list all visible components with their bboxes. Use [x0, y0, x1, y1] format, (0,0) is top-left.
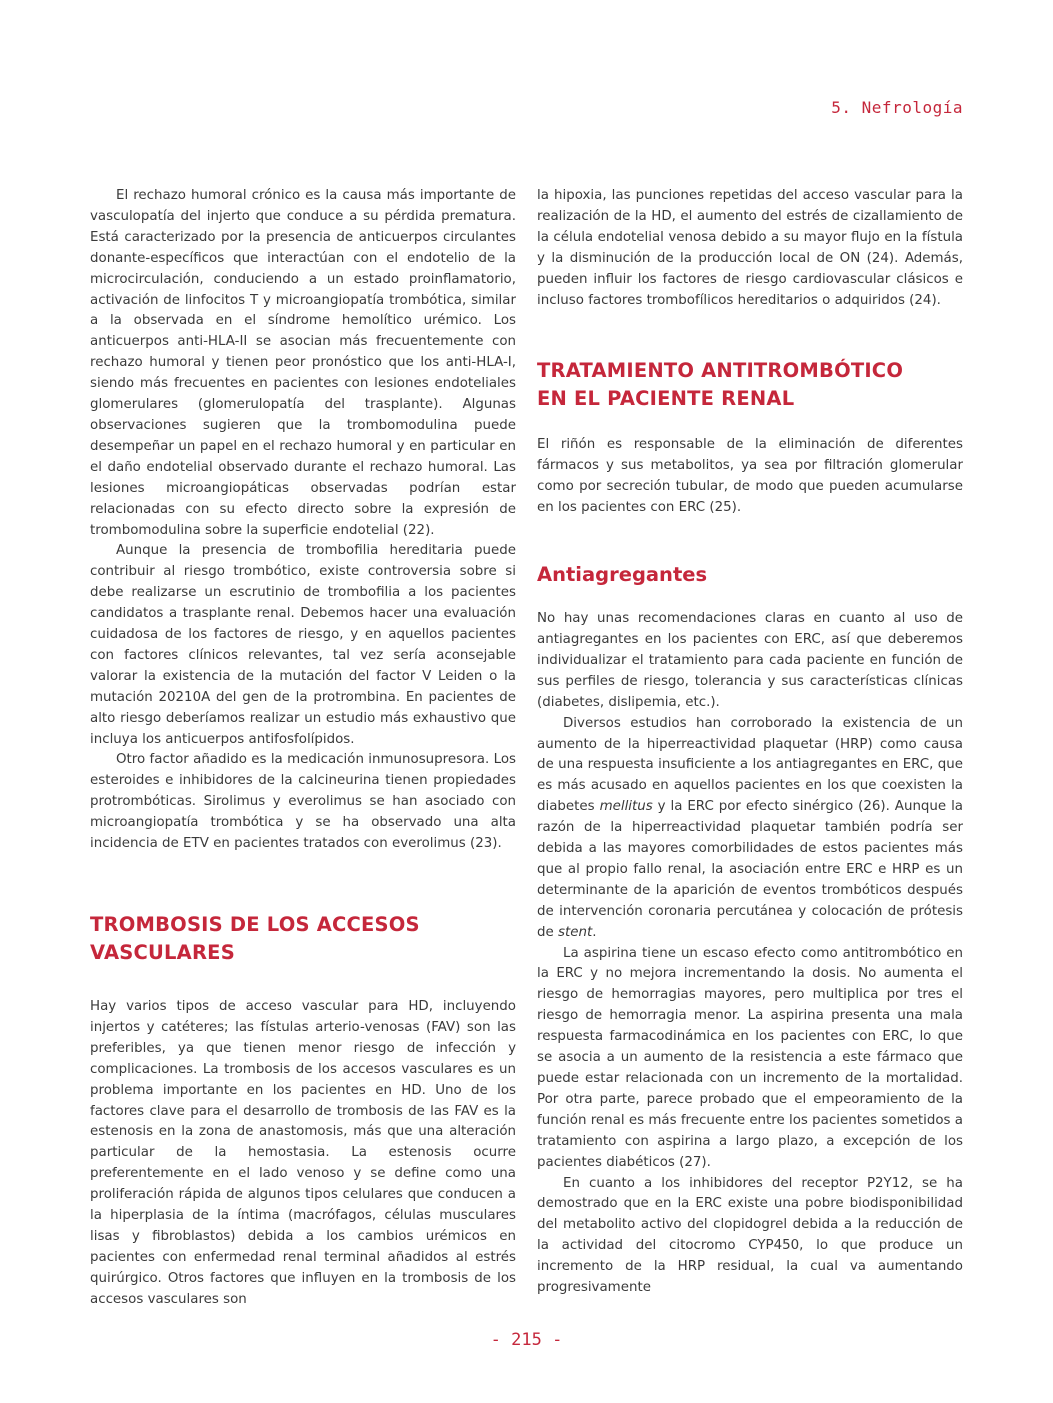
paragraph-recommendations: No hay unas recomendaciones claras en cuanto al uso de antiagregantes en los pacientes con ERC, así que deberemos individualizar el tratamiento para cada paciente en función de sus perfiles de riesgo, tolerancia y sus características clínicas (diabetes, dislipemia, etc.).	[537, 611, 963, 710]
page-number: - 215 -	[490, 1330, 563, 1350]
emphasis-stent: stent	[558, 924, 593, 940]
left-column	[90, 186, 516, 1311]
paragraph-hrp	[537, 714, 963, 944]
heading-antiagregantes: Antiagregantes	[537, 563, 708, 587]
right-column	[537, 186, 963, 1299]
heading-vascular-access-thrombosis	[90, 911, 516, 967]
emphasis-mellitus: mellitus	[599, 799, 653, 815]
text-run: .	[592, 924, 597, 940]
paragraph-chronic-rejection: El rechazo humoral crónico es la causa más importante de vasculopatía del injerto que conduce a su pérdida prematura. Está caracterizado por la presencia de anticuerpos circulantes donante-específicos que interactúan con el endotelio de la microcirculación, conduciendo a un estado proinflamatorio, activación de linfocitos T y microangiopatía trombótica, similar a la observada en el síndrome hemolítico urémico. Los anticuerpos anti-HLA-II se asocian más frecuentemente con rechazo humoral y tienen peor pronóstico que los anti-HLA-I, siendo más frecuentes en pacientes con lesiones endoteliales glomerulares (glomerulopatía del trasplante). Algunas observaciones sugieren que la trombomodulina puede desempeñar un papel en el rechazo humoral y en particular en el daño endotelial observado durante el rechazo humoral. Las lesiones microangiopáticas observadas podrían estar relacionadas con su efecto directo sobre la expresión de trombomodulina sobre la superficie endotelial (22).	[90, 188, 516, 538]
heading-line-2: VASCULARES	[90, 941, 235, 964]
paragraph-kidney-elimination: El riñón es responsable de la eliminación de diferentes fármacos y sus metabolitos, ya sea por filtración glomerular como por secreción tubular, de modo que pueden acumularse en los pacientes con ERC (25).	[537, 437, 963, 516]
running-header: 5. Nefrología	[831, 98, 963, 117]
paragraph-aspirin: La aspirina tiene un escaso efecto como antitrombótico en la ERC y no mejora incrementando la dosis. No aumenta el riesgo de hemorragias mayores, pero multiplica por tres el riesgo de hemorragia menor. La aspirina presenta una mala respuesta farmacodinámica en los pacientes con ERC, lo que se asocia a un aumento de la resistencia a este fármaco que puede estar relacionada con un incremento de la mortalidad. Por otra parte, parece probado que el empeoramiento de la función renal es más frecuente entre los pacientes sometidos a tratamiento con aspirina a largo plazo, a excepción de los pacientes diabéticos (27).	[537, 945, 963, 1170]
heading-line-2: EN EL PACIENTE RENAL	[537, 387, 795, 411]
text-run: y la ERC por efecto sinérgico (26). Aunque la razón de la hiperreactividad plaquetar también podría ser debida a las mayores comorbilidades de estos pacientes más que al propio fallo renal, la asociación entre ERC e HRP es un determinante de la aparición de eventos trombóticos después de intervención coronaria percutánea y colocación de prótesis de	[537, 799, 964, 940]
paragraph-vascular-access: Hay varios tipos de acceso vascular para HD, incluyendo injertos y catéteres; las fístulas arterio-venosas (FAV) son las preferibles, ya que tienen menor riesgo de infección y complicaciones. La trombosis de los accesos vasculares es un problema importante en los pacientes en HD. Uno de los factores clave para el desarrollo de trombosis de las FAV es la estenosis en la zona de anastomosis, más que una alteración particular de la hemostasia. La estenosis ocurre preferentemente en el lado venoso y se define como una proliferación rápida de algunos tipos celulares que conducen a la hiperplasia de la íntima (macrófagos, células musculares lisas y fibroblastos) debida a los cambios urémicos en pacientes con enfermedad renal terminal añadidos al estrés quirúrgico. Otros factores que influyen en la trombosis de los accesos vasculares son	[90, 999, 516, 1307]
heading-line-1: TRATAMIENTO ANTITROMBÓTICO	[537, 359, 904, 383]
paragraph-immunosuppression: Otro factor añadido es la medicación inmunosupresora. Los esteroides e inhibidores de la calcineurina tienen propiedades protrombóticas. Sirolimus y everolimus se han asociado con microangiopatía trombótica y se ha observado una alta incidencia de ETV en pacientes tratados con everolimus (23).	[90, 752, 516, 852]
paragraph-hypoxia: la hipoxia, las punciones repetidas del acceso vascular para la realización de la HD, el aumento del estrés de cizallamiento de la célula endotelial venosa debido a su mayor flujo en la fístula y la disminución de la producción local de ON (24). Además, pueden influir los factores de riesgo cardiovascular clásicos e incluso factores trombofílicos hereditarios o adquiridos (24).	[537, 188, 963, 308]
paragraph-thrombophilia: Aunque la presencia de trombofilia hereditaria puede contribuir al riesgo trombótico, existe controversia sobre si debe realizarse un escrutinio de trombofilia a los pacientes candidatos a trasplante renal. Debemos hacer una evaluación cuidadosa de los factores de riesgo, y en aquellos pacientes con factores clínicos relevantes, tal vez sería aconsejable valorar la existencia de la mutación del factor V Leiden o la mutación 20210A del gen de la protrombina. En pacientes de alto riesgo deberíamos realizar un estudio más exhaustivo que incluya los anticuerpos antifosfolípidos.	[90, 543, 516, 747]
heading-antithrombotic-treatment	[537, 357, 963, 413]
paragraph-p2y12: En cuanto a los inhibidores del receptor P2Y12, se ha demostrado que en la ERC existe una pobre biodisponibilidad del metabolito activo del clopidogrel debida a la reducción de la actividad del citocromo CYP450, lo que produce un incremento de la HRP residual, la cual va aumentando progresivamente	[537, 1175, 963, 1296]
heading-line-1: TROMBOSIS DE LOS ACCESOS	[90, 913, 420, 936]
text-run: Diversos estudios han corroborado la existencia de un aumento de la hiperreactividad plaquetar (HRP) como causa de una respuesta insuficiente a los antiagregantes en ERC, que es más acusado en aquellos pacientes en los que coexisten la diabetes	[537, 715, 963, 815]
